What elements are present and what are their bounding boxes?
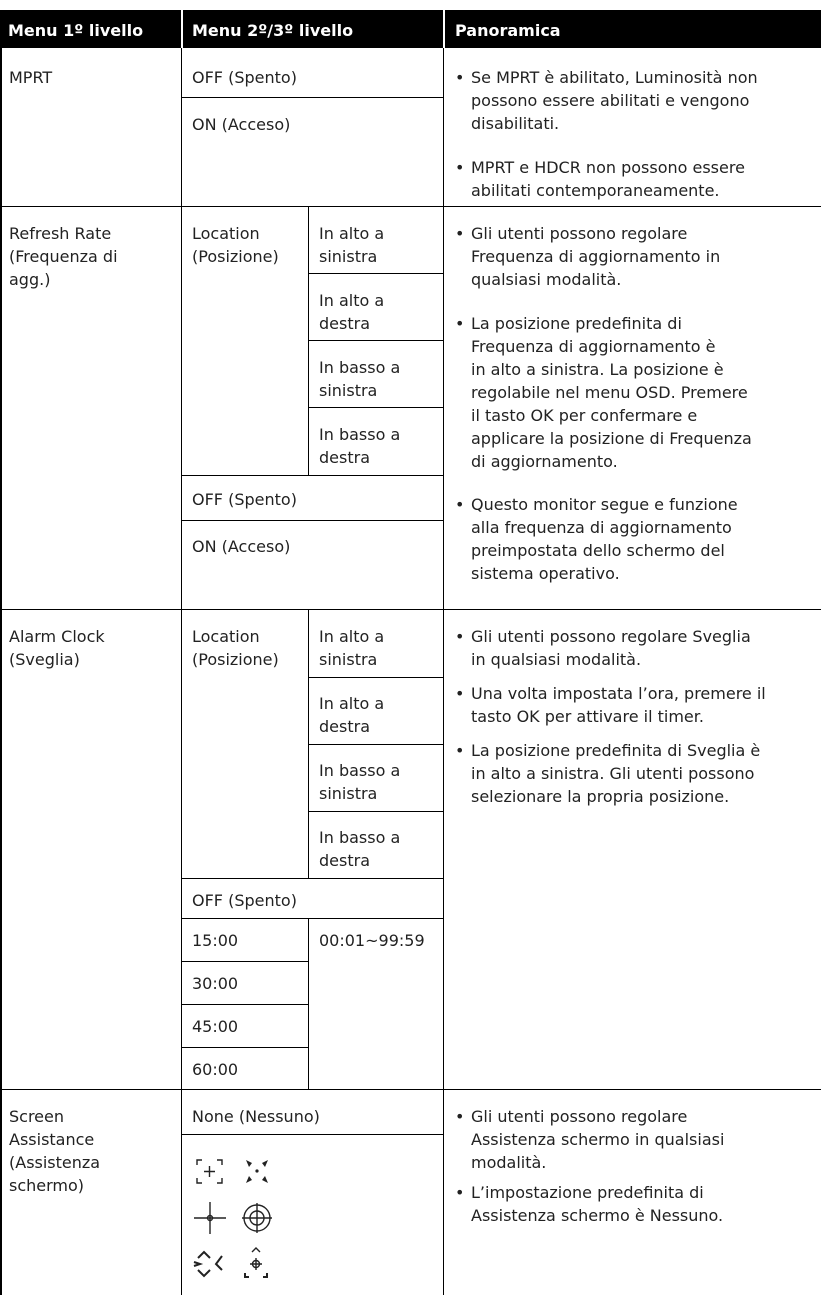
alarm-time: 30:00 <box>192 974 239 993</box>
header-level1: Menu 1º livello <box>8 21 144 40</box>
small-target-icon <box>245 1248 267 1277</box>
screen-title: (Assistenza <box>9 1153 101 1172</box>
column-divider <box>443 48 444 1295</box>
table-border-left <box>0 10 2 1295</box>
cell-divider <box>308 340 443 341</box>
refresh-position: In alto a <box>319 224 385 243</box>
refresh-position: destra <box>319 314 370 333</box>
alarm-location-label: (Posizione) <box>192 650 279 669</box>
header-level2: Menu 2º/3º livello <box>192 21 354 40</box>
cell-divider <box>181 475 443 476</box>
screen-title: schermo) <box>9 1176 85 1195</box>
refresh-position: destra <box>319 448 370 467</box>
alarm-option-off: OFF (Spento) <box>192 891 297 910</box>
refresh-location-label: (Posizione) <box>192 247 279 266</box>
refresh-position: In basso a <box>319 358 401 377</box>
screen-title: Screen <box>9 1107 65 1126</box>
alarm-position: In basso a <box>319 761 401 780</box>
crosshair-icon <box>194 1202 226 1234</box>
cell-divider <box>181 97 443 98</box>
header-overview: Panoramica <box>455 21 561 40</box>
refresh-option-off: OFF (Spento) <box>192 490 297 509</box>
refresh-position: sinistra <box>319 381 378 400</box>
cell-divider <box>181 520 443 521</box>
alarm-time: 45:00 <box>192 1017 239 1036</box>
mprt-title: MPRT <box>9 68 53 87</box>
column-divider <box>181 48 182 1295</box>
four-dots-icon <box>246 1160 268 1183</box>
cell-divider <box>181 1004 308 1005</box>
cell-divider <box>181 1047 308 1048</box>
header-divider <box>443 10 445 48</box>
alarm-position: sinistra <box>319 650 378 669</box>
cell-divider <box>308 744 443 745</box>
mprt-option-off: OFF (Spento) <box>192 68 297 87</box>
refresh-location-label: Location <box>192 224 260 243</box>
cell-divider <box>181 878 443 879</box>
row-separator <box>0 206 821 207</box>
corner-bracket-plus-icon <box>197 1160 222 1183</box>
screen-title: Assistance <box>9 1130 95 1149</box>
cell-divider <box>308 273 443 274</box>
alarm-title: Alarm Clock <box>9 627 105 646</box>
refresh-title: agg.) <box>9 270 51 289</box>
alarm-range: 00:01~99:59 <box>319 931 425 950</box>
cell-divider <box>308 918 309 1089</box>
screen-assistance-icons <box>190 1140 310 1290</box>
screen-option-none: None (Nessuno) <box>192 1107 320 1126</box>
refresh-option-on: ON (Acceso) <box>192 537 291 556</box>
cell-divider <box>308 407 443 408</box>
cell-divider <box>308 811 443 812</box>
alarm-location-label: Location <box>192 627 260 646</box>
header-divider <box>181 10 183 48</box>
alarm-position: In alto a <box>319 694 385 713</box>
alarm-position: In basso a <box>319 828 401 847</box>
alarm-position: sinistra <box>319 784 378 803</box>
cell-divider <box>308 677 443 678</box>
row-separator <box>0 1089 821 1090</box>
cell-divider <box>181 961 308 962</box>
alarm-time: 60:00 <box>192 1060 239 1079</box>
alarm-position: destra <box>319 851 370 870</box>
alarm-title: (Sveglia) <box>9 650 80 669</box>
cell-divider <box>181 1134 443 1135</box>
refresh-position: In basso a <box>319 425 401 444</box>
cell-divider <box>181 918 443 919</box>
refresh-title: (Frequenza di <box>9 247 118 266</box>
refresh-position: In alto a <box>319 291 385 310</box>
alarm-position: In alto a <box>319 627 385 646</box>
alarm-time: 15:00 <box>192 931 239 950</box>
circle-crosshair-icon <box>242 1203 272 1233</box>
row-separator <box>0 609 821 610</box>
chevron-cross-icon <box>194 1252 222 1276</box>
refresh-title: Refresh Rate <box>9 224 112 243</box>
mprt-option-on: ON (Acceso) <box>192 115 291 134</box>
alarm-position: destra <box>319 717 370 736</box>
settings-table: Menu 1º livello Menu 2º/3º livello Panoramica MPRT OFF (Spento) ON (Acceso) • Se MPRT è abilitato, Luminosità non possono essere abilitati e vengono disabilitati. • MPRT e HDCR non possono essere abilitati contemporaneamente. Refresh Rate (Frequenza di agg.) Location (Posizione) In alto a sinistra In alto a destra In basso a sinistra In basso a destra OFF (Spento) ON (Acceso) • Gli utenti possono regolare Frequenza di aggiornamento in qualsiasi modalità. • La posizione predefinita di Frequenza di aggiornamento è in alto a sinistra. La posizione è regolabile nel menu OSD. Premere il tasto OK per confermare e applicare la posizione di Frequenza di aggiornamento. • Questo monitor segue e funzione alla frequenza di aggiornamento preimpostata dello schermo del sistema operativo. Alarm Clock (Sveglia) Location (Posizione) In alto a sinistra In alto a destra In basso a sinistra In basso a destra OFF (Spento) 15:00 30:00 45:00 60:00 00:01~99:59 • Gli utenti possono regolare Sveglia in qualsiasi modalità. • Una volta impostata l’ora, premere il tasto OK per attivare il timer. • La posizione predefinita di Sveglia è in alto a sinistra. Gli utenti possono selezionare la propria posizione. Screen Assistance (Assistenza schermo) None (Nessuno) • Gli utenti possono regolare Assistenza schermo in qualsiasi modalità. • L’impostazione predefinita di Assistenza schermo è Nessuno. <box>0 0 821 1295</box>
refresh-position: sinistra <box>319 247 378 266</box>
